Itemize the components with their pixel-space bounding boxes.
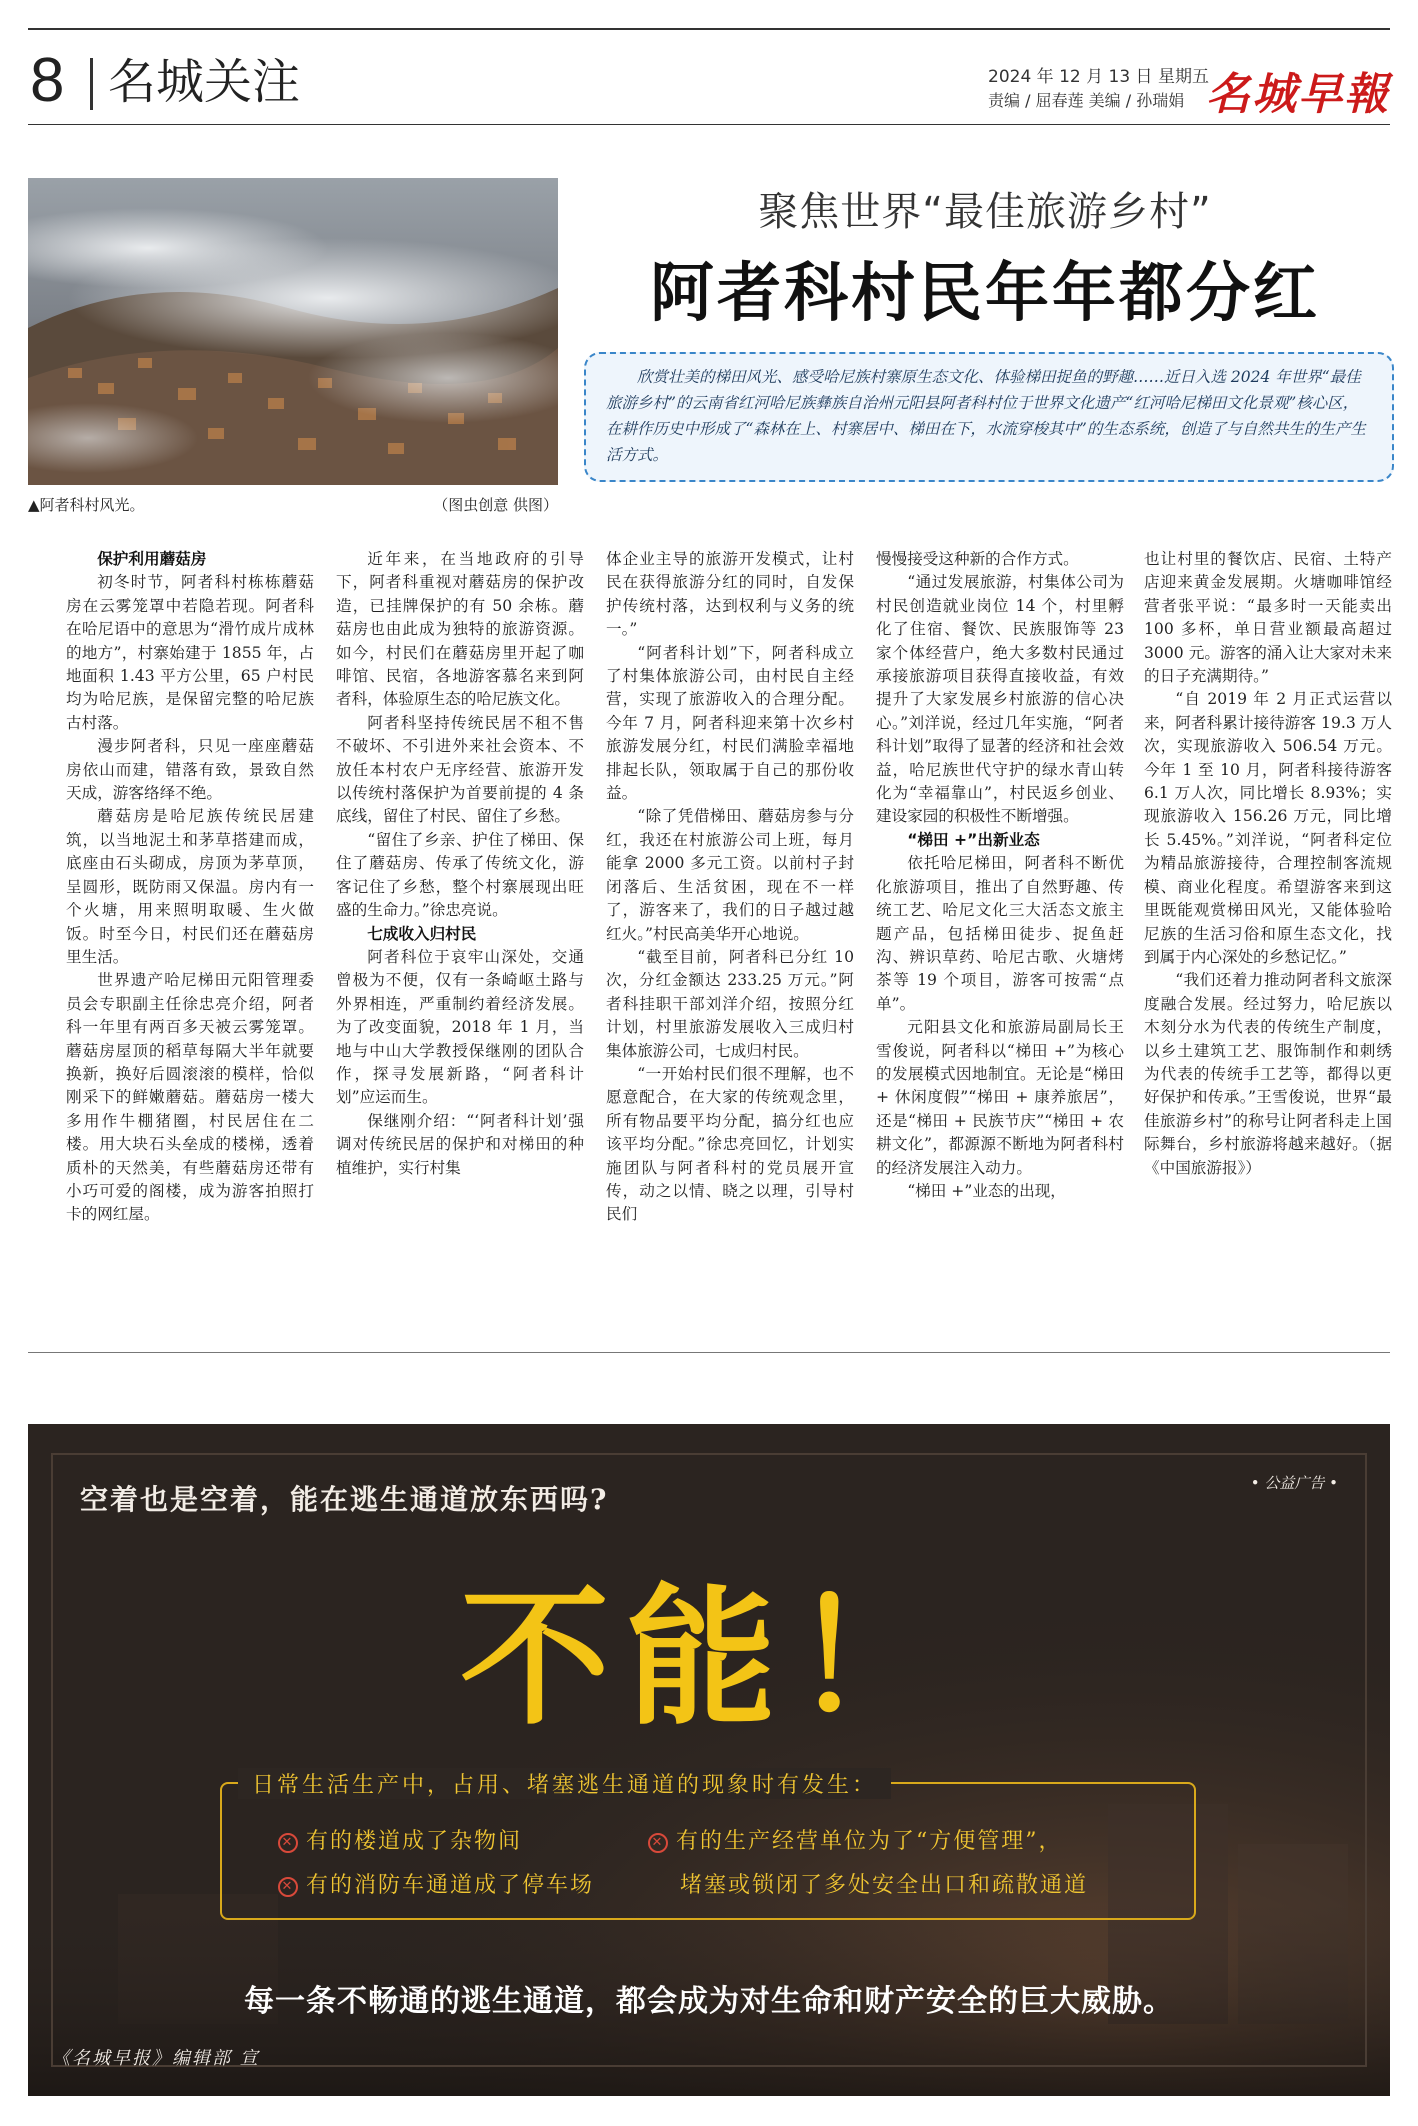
paragraph: 慢慢接受这种新的合作方式。	[876, 550, 1079, 568]
paragraph: 初冬时节，阿者科村栋栋蘑菇房在云雾笼罩中若隐若现。阿者科在哈尼语中的意思为“滑竹成片成林的地方”，村寨始建于 1855 年，占地面积 1.43 平方公里，65 户村民均为哈尼族，是保留完整的哈尼族古村落。	[66, 573, 314, 732]
paragraph: “截至目前，阿者科已分红 10 次，分红金额达 233.25 万元。”阿者科挂职干部刘洋介绍，按照分红计划，村里旅游发展收入三成归村集体旅游公司，七成归村民。	[606, 947, 854, 1060]
section-title: 名城关注	[108, 54, 301, 110]
hazard-item: ✕ 有的楼道成了杂物间	[278, 1824, 522, 1855]
paragraph: 依托哈尼梯田，阿者科不断优化旅游项目，推出了自然野趣、传统工艺、哈尼文化三大活态文旅主题产品，包括梯田徒步、捉鱼赶沟、辨识草药、哈尼古歌、火塘烤茶等 19 个项目，游客可按需“点单”。	[876, 854, 1124, 1013]
paragraph: 阿者科位于哀牢山深处，交通曾极为不便，仅有一条崎岖土路与外界相连，严重制约着经济发展。为了改变面貌，2018 年 1 月，当地与中山大学教授保继刚的团队合作，探寻发展新路，“阿者科计划”应运而生。	[336, 947, 584, 1107]
paragraph: 元阳县文化和旅游局副局长王雪俊说，阿者科以“梯田 +”为核心的发展模式因地制宜。无论是“梯田 + 休闲度假”“梯田 + 康养旅居”，还是“梯田 + 民族节庆”“梯田 + 农耕文化”，都源源不断地为阿者科村的经济发展注入动力。	[876, 1018, 1124, 1177]
village-photo	[28, 178, 558, 485]
paragraph: 保继刚介绍：“‘阿者科计划’强调对传统民居的保护和对梯田的种植维护，实行村集	[336, 1111, 584, 1177]
article-headline: 阿者科村民年年都分红	[650, 257, 1320, 331]
subheading: 保护利用蘑菇房	[97, 550, 207, 568]
cross-icon: ✕	[648, 1833, 668, 1853]
ad-credit: 《名城早报》编辑部 宣	[52, 2048, 260, 2069]
paragraph: “我们还着力推动阿者科文旅深度融合发展。经过努力，哈尼族以木刻分水为代表的传统生产制度，以乡土建筑工艺、服饰制作和刺绣为代表的传统手工艺等，都得以更好保护和传承。”王雪俊说，世界“最佳旅游乡村”的称号让阿者科走上国际舞台，乡村旅游将越来越好。（据《中国旅游报》）	[1144, 971, 1392, 1177]
ad-question: 空着也是空着，能在逃生通道放东西吗?	[80, 1483, 609, 1516]
newspaper-logo: 名城早報	[1206, 69, 1390, 120]
header-top-rule	[28, 28, 1390, 30]
paragraph: “梯田 +”业态的出现，	[907, 1181, 1066, 1200]
article-body	[66, 548, 1392, 1318]
article-lead-box	[584, 352, 1394, 482]
paragraph: “通过发展旅游，村集体公司为村民创造就业岗位 14 个，村里孵化了住宿、餐饮、民族服饰等 23 家个体经营户，绝大多数村民通过承接旅游项目获得直接收益，有效提升了大家发展乡村旅游的信心决心。”刘洋说，经过几年实施，“阿者科计划”取得了显著的经济和社会效益，哈尼族世代守护的绿水青山转化为“幸福靠山”，村民返乡创业、建设家园的积极性不断增强。	[876, 573, 1124, 826]
photo-credit: （图虫创意 供图）	[433, 496, 558, 514]
column-2	[336, 548, 584, 1318]
article-kicker: 聚焦世界“最佳旅游乡村”	[758, 189, 1212, 235]
issue-date: 2024 年 12 月 13 日 星期五	[988, 67, 1209, 87]
paragraph: “一开始村民们很不理解，也不愿意配合，在大家的传统观念里，所有物品要平均分配，搞分红也应该平均分配。”徐忠亮回忆，计划实施团队与阿者科村的党员展开宣传，动之以情、晓之以理，引导村民们	[606, 1064, 854, 1224]
paragraph: 漫步阿者科，只见一座座蘑菇房依山而建，错落有致，景致自然天成，游客络绎不绝。	[66, 737, 314, 803]
paragraph: “留住了乡亲、护住了梯田、保住了蘑菇房、传承了传统文化，游客记住了乡愁，整个村寨展现出旺盛的生命力。”徐忠亮说。	[336, 830, 584, 920]
cross-icon: ✕	[278, 1833, 298, 1853]
hazard-panel-title: 日常生活生产中，占用、堵塞逃生通道的现象时有发生：	[238, 1768, 891, 1799]
photo-caption	[28, 494, 558, 518]
article-lead: 欣赏壮美的梯田风光、感受哈尼族村寨原生态文化、体验梯田捉鱼的野趣……近日入选 2024 年世界“最佳旅游乡村”的云南省红河哈尼族彝族自治州元阳县阿者科村位于世界文化遗产“红河哈尼梯田文化景观”核心区，在耕作历史中形成了“森林在上、村寨居中、梯田在下，水流穿梭其中”的生态系统，创造了与自然共生的生产生活方式。	[606, 368, 1366, 464]
header-bottom-rule	[28, 124, 1390, 125]
paragraph: 也让村里的餐饮店、民宿、土特产店迎来黄金发展期。火塘咖啡馆经营者张平说：“最多时一天能卖出 100 多杯，单日营业额最高超过 3000 元。游客的涌入让大家对未来的日子充满期待。”	[1144, 550, 1392, 686]
ad-answer: 不能！	[459, 1572, 958, 1746]
subheading: “梯田 +”出新业态	[907, 830, 1040, 849]
ad-warning: 每一条不畅通的逃生通道，都会成为对生命和财产安全的巨大威胁。	[244, 1984, 1174, 2019]
village-photo-image	[28, 178, 558, 485]
paragraph: 近年来，在当地政府的引导下，阿者科重视对蘑菇房的保护改造，已挂牌保护的有 50 余栋。蘑菇房也由此成为独特的旅游资源。如今，村民们在蘑菇房里开起了咖啡馆、民宿，各地游客慕名来到阿者科，体验原生态的哈尼族文化。	[336, 550, 584, 709]
hazard-item-continued: 堵塞或锁闭了多处安全出口和疏散通道	[680, 1873, 1089, 1898]
page-header	[28, 28, 1390, 128]
paragraph: “阿者科计划”下，阿者科成立了村集体旅游公司，由村民自主经营，实现了旅游收入的合理分配。今年 7 月，阿者科迎来第十次乡村旅游发展分红，村民们满脸幸福地排起长队，领取属于自己的那份收益。	[606, 643, 854, 803]
paragraph: 体企业主导的旅游开发模式，让村民在获得旅游分红的同时，自发保护传统村落，达到权利与义务的统一。”	[606, 550, 854, 639]
column-4	[876, 548, 1124, 1318]
paragraph: 世界遗产哈尼梯田元阳管理委员会专职副主任徐忠亮介绍，阿者科一年里有两百多天被云雾笼罩。蘑菇房屋顶的稻草每隔大半年就要换新，换好后圆滚滚的模样，恰似刚采下的鲜嫩蘑菇。蘑菇房一楼大多用作牛棚猪圈，村民居住在二楼。用大块石头垒成的楼梯，透着质朴的天然美，有些蘑菇房还带有小巧可爱的阁楼，成为游客拍照打卡的网红屋。	[66, 971, 314, 1224]
hazard-item: ✕ 有的消防车通道成了停车场	[278, 1868, 594, 1899]
paragraph: 阿者科坚持传统民居不租不售不破坏、不引进外来社会资本、不放任本村农户无序经营、旅游开发以传统村落保护为首要前提的 4 条底线，留住了村民、留住了乡愁。	[336, 713, 584, 826]
section-divider	[28, 1352, 1390, 1353]
column-1	[66, 548, 314, 1318]
psa-label: • 公益广告 •	[1250, 1474, 1338, 1492]
public-service-ad	[28, 1424, 1390, 2096]
cross-icon: ✕	[278, 1877, 298, 1897]
paragraph: “除了凭借梯田、蘑菇房参与分红，我还在村旅游公司上班，每月能拿 2000 多元工资。以前村子封闭落后、生活贫困，现在不一样了，游客来了，我们的日子越过越红火。”村民高美华开心地说。	[606, 807, 854, 943]
subheading: 七成收入归村民	[367, 924, 477, 943]
hazard-item: ✕ 有的生产经营单位为了“方便管理”，	[648, 1824, 1063, 1855]
editors-line: 责编 / 屈春莲 美编 / 孙瑞娟	[988, 91, 1185, 110]
header-separator	[90, 58, 93, 110]
column-3	[606, 548, 854, 1318]
page-number: 8	[30, 46, 65, 115]
paragraph: “自 2019 年 2 月正式运营以来，阿者科累计接待游客 19.3 万人次，实现旅游收入 506.54 万元。今年 1 至 10 月，阿者科接待游客 6.1 万人次，同比增长 8.93%；实现旅游收入 156.26 万元，同比增长 5.45%。”刘洋说，“阿者科定位为精品旅游接待，合理控制客流规模、商业化程度。希望游客来到这里既能观赏梯田风光，又能体验哈尼族的生活习俗和原生态文化，找到属于内心深处的乡愁记忆。”	[1144, 690, 1392, 966]
caption-text: ▲阿者科村风光。	[28, 496, 145, 514]
column-5	[1144, 548, 1392, 1318]
paragraph: 蘑菇房是哈尼族传统民居建筑，以当地泥土和茅草搭建而成，底座由石头砌成，房顶为茅草顶，呈圆形，既防雨又保温。房内有一个火塘，用来照明取暖、生火做饭。时至今日，村民们还在蘑菇房里生活。	[66, 807, 314, 966]
